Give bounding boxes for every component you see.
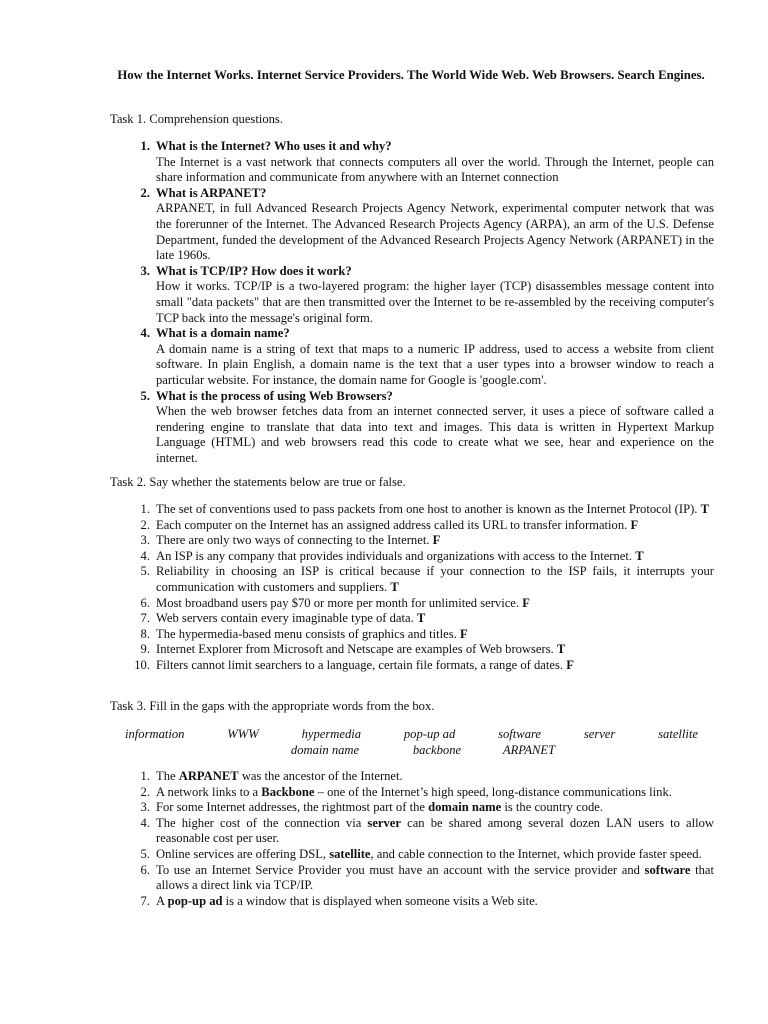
- sentence-end: , and cable connection to the Internet, which provide faster speed.: [370, 846, 702, 861]
- item-number: 2.: [140, 517, 150, 532]
- list-item: [128, 186, 714, 264]
- answer-text: How it works. TCP/IP is a two-layered program: the higher layer (TCP) disassembles message content into small "data packets" that are then transmitted over the Internet to be re-assembled by the receiving computer's TCP back into the message's original form.: [156, 279, 714, 325]
- sentence-start: The: [156, 769, 179, 783]
- gap-answer: ARPANET: [178, 769, 239, 783]
- sentence-start: A network links to a: [156, 784, 262, 799]
- list-item: [128, 264, 714, 326]
- list-item: [128, 658, 714, 674]
- item-number: 5.: [140, 388, 150, 403]
- item-number: 5.: [140, 564, 150, 579]
- list-item: [128, 816, 714, 847]
- item-number: 5.: [140, 846, 150, 861]
- item-number: 4.: [140, 326, 150, 341]
- list-item: [128, 596, 714, 612]
- statement-text: The hypermedia-based menu consists of graphics and titles.: [156, 626, 457, 641]
- list-item: [128, 894, 714, 910]
- statement-text: Internet Explorer from Microsoft and Netscape are examples of Web browsers.: [156, 642, 554, 657]
- task2-statement-list: [128, 502, 714, 674]
- answer-text: ARPANET, in full Advanced Research Projects Agency Network, experimental computer network that was the forerunner of the Internet. The Advanced Research Projects Agency (ARPA), an arm of the U.S. Defense Department, funded the development of the Advanced Research Projects Agency Network (ARPANET) in the late 1960s.: [156, 201, 714, 263]
- gap-answer: pop-up ad: [167, 893, 223, 908]
- word-option: pop-up ad: [403, 727, 456, 741]
- list-item: [128, 518, 714, 534]
- question-text: What is ARPANET?: [156, 185, 267, 200]
- statement-text: Each computer on the Internet has an assigned address called its URL to transfer information.: [156, 517, 628, 532]
- item-number: 3.: [140, 533, 150, 548]
- word-box-row: [110, 743, 714, 759]
- item-number: 3.: [140, 263, 150, 278]
- sentence-end: that allows a direct link via TCP/IP.: [156, 862, 714, 893]
- list-item: [128, 863, 714, 894]
- word-option: backbone: [412, 742, 462, 757]
- question-text: What is the process of using Web Browsers?: [156, 388, 393, 403]
- list-item: [128, 326, 714, 388]
- statement-text: There are only two ways of connecting to the Internet.: [156, 533, 430, 548]
- true-false-answer: F: [522, 595, 530, 610]
- sentence-start: For some Internet addresses, the rightmost part of the: [156, 800, 429, 815]
- answer-text: When the web browser fetches data from an internet connected server, it uses a piece of software called a rendering engine to translate that data into text and images. This data is written in Hypertext Markup Language (HTML) and web browsers read this code to create what we see, hear and experience on the internet.: [156, 404, 714, 465]
- list-item: [128, 139, 714, 186]
- task2-heading: Task 2. Say whether the statements below are true or false.: [110, 475, 406, 489]
- statement-text: Filters cannot limit searchers to a language, certain file formats, a range of dates.: [156, 657, 564, 672]
- item-number: 1.: [140, 769, 150, 783]
- item-number: 3.: [140, 800, 150, 815]
- gap-answer: server: [367, 815, 401, 830]
- gap-answer: domain name: [428, 800, 502, 815]
- sentence-end: – one of the Internet’s high speed, long-distance communications link.: [314, 784, 672, 799]
- statement-text: The set of conventions used to pass packets from one host to another is known as the Internet Protocol (IP).: [156, 502, 698, 516]
- true-false-answer: F: [630, 517, 639, 532]
- word-option: hypermedia: [301, 727, 362, 741]
- sentence-start: A: [156, 893, 168, 908]
- item-number: 7.: [140, 893, 150, 908]
- gap-answer: satellite: [329, 846, 371, 861]
- sentence-end: was the ancestor of the Internet.: [238, 769, 403, 783]
- true-false-answer: T: [700, 502, 709, 516]
- true-false-answer: F: [566, 657, 574, 672]
- list-item: [128, 533, 714, 549]
- sentence-start: Online services are offering DSL,: [156, 846, 330, 861]
- list-item: [128, 549, 714, 565]
- task3-gap-list: [128, 769, 714, 909]
- word-option: ARPANET: [502, 742, 556, 757]
- item-number: 1.: [140, 139, 150, 153]
- sentence-start: To use an Internet Service Provider you must have an account with the service provider and: [156, 862, 645, 877]
- question-text: What is the Internet? Who uses it and why?: [156, 139, 392, 153]
- sentence-start: The higher cost of the connection via: [156, 815, 368, 830]
- item-number: 1.: [140, 502, 150, 516]
- word-option: satellite: [658, 727, 698, 741]
- question-text: What is TCP/IP? How does it work?: [156, 263, 352, 278]
- gap-answer: Backbone: [261, 784, 315, 799]
- true-false-answer: T: [556, 642, 566, 657]
- list-item: [128, 502, 714, 518]
- gap-answer: software: [644, 862, 691, 877]
- item-number: 6.: [140, 595, 150, 610]
- true-false-answer: F: [432, 533, 441, 548]
- sentence-end: can be shared among several dozen LAN users to allow reasonable cost per user.: [156, 815, 714, 846]
- word-box-row: [110, 727, 714, 743]
- task1-question-list: [128, 139, 714, 466]
- item-number: 2.: [140, 784, 150, 799]
- true-false-answer: T: [390, 579, 399, 594]
- list-item: [128, 785, 714, 801]
- list-item: [128, 847, 714, 863]
- word-option: domain name: [290, 742, 360, 757]
- list-item: [128, 642, 714, 658]
- list-item: [128, 627, 714, 643]
- item-number: 6.: [140, 862, 150, 877]
- answer-text: A domain name is a string of text that maps to a numeric IP address, used to access a website from client software. In plain English, a domain name is the text that a user types into a browser window to reach a particular website. For instance, the domain name for Google is 'google.com'.: [156, 341, 714, 387]
- item-number: 10.: [134, 657, 150, 672]
- list-item: [128, 800, 714, 816]
- sentence-end: is a window that is displayed when someone visits a Web site.: [222, 893, 538, 908]
- sentence-end: is the country code.: [501, 800, 604, 815]
- statement-text: Most broadband users pay $70 or more per month for unlimited service.: [156, 595, 520, 610]
- statement-text: An ISP is any company that provides individuals and organizations with access to the Internet.: [156, 548, 633, 563]
- list-item: [128, 389, 714, 467]
- list-item: [128, 564, 714, 595]
- true-false-answer: T: [416, 611, 426, 626]
- task1-heading: Task 1. Comprehension questions.: [110, 112, 283, 126]
- true-false-answer: T: [635, 548, 644, 563]
- word-box: [110, 727, 714, 758]
- word-option: software: [498, 727, 542, 741]
- statement-text: Web servers contain every imaginable type of data.: [156, 611, 414, 626]
- word-option: WWW: [227, 727, 259, 741]
- item-number: 9.: [140, 642, 150, 657]
- list-item: [128, 769, 714, 785]
- item-number: 2.: [140, 185, 150, 200]
- question-text: What is a domain name?: [156, 326, 290, 341]
- answer-text: The Internet is a vast network that connects computers all over the world. Through the Internet, people can share information and communicate from anywhere with an Internet connection: [156, 154, 714, 185]
- item-number: 4.: [140, 815, 150, 830]
- document-title: How the Internet Works. Internet Service Providers. The World Wide Web. Web Browsers. Search Engines.: [117, 68, 705, 82]
- statement-text: Reliability in choosing an ISP is critical because if your connection to the ISP fails, it interrupts your communication with customers and suppliers.: [156, 564, 714, 594]
- list-item: [128, 611, 714, 627]
- true-false-answer: F: [459, 626, 468, 641]
- item-number: 4.: [140, 548, 150, 563]
- item-number: 7.: [140, 611, 150, 626]
- task3-heading: Task 3. Fill in the gaps with the appropriate words from the box.: [110, 699, 435, 713]
- item-number: 8.: [140, 626, 150, 641]
- word-option: information: [125, 727, 185, 741]
- word-option: server: [583, 727, 616, 741]
